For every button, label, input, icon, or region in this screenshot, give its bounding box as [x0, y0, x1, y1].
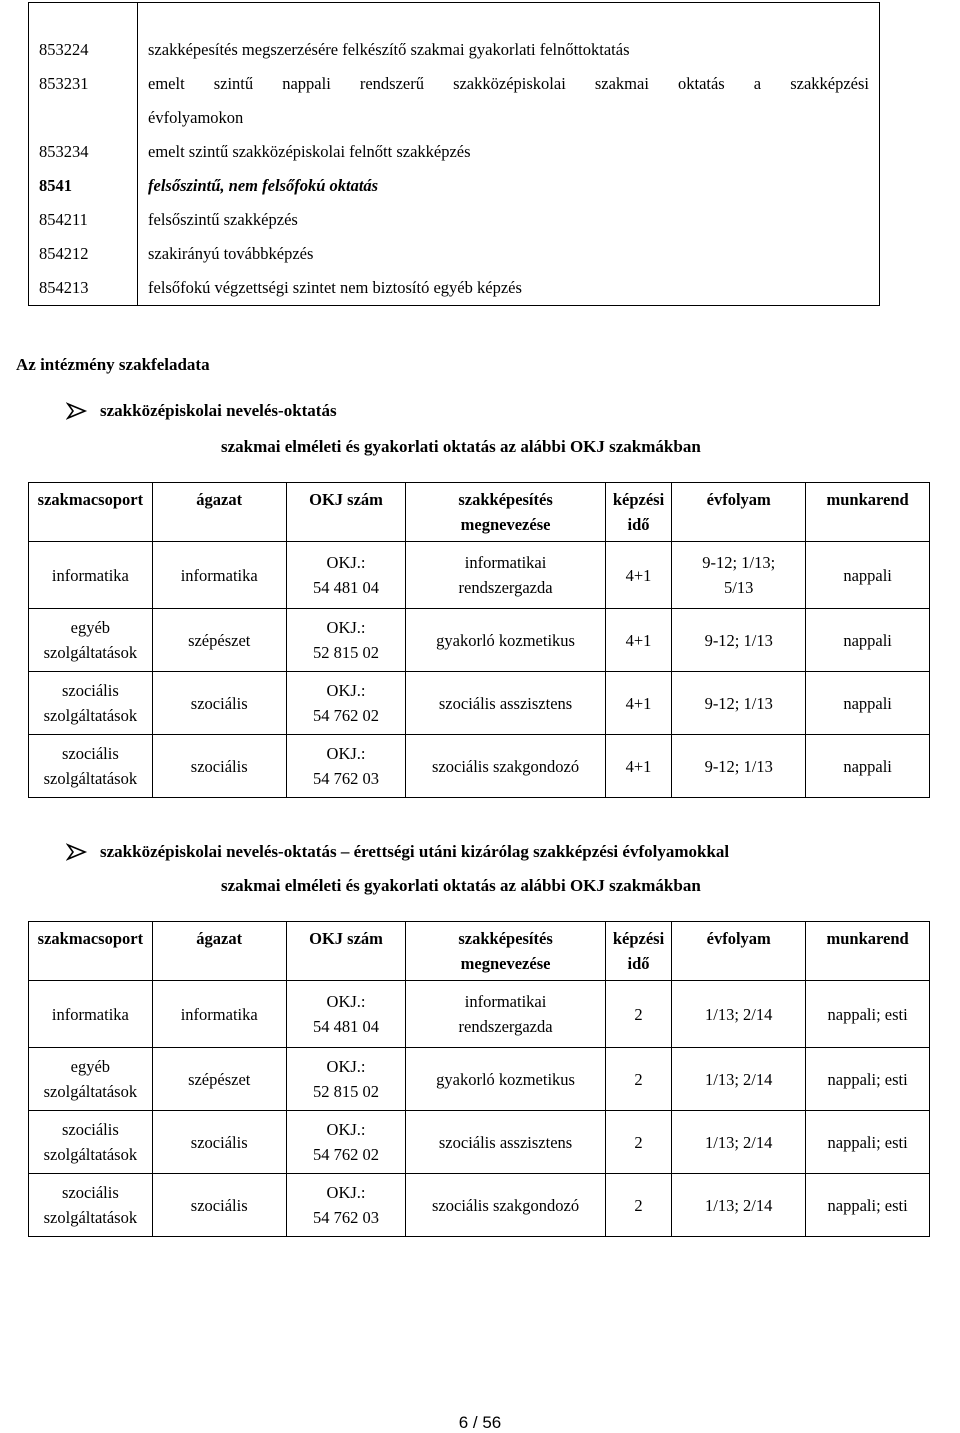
cell-line: OKJ.: [326, 553, 366, 572]
cell-okj [286, 1111, 406, 1174]
activity-code: 8541 [29, 169, 138, 203]
cell-branch: szépészet [152, 609, 286, 672]
cell-line: OKJ.: [326, 1057, 366, 1076]
table-row [29, 609, 930, 672]
cell-line: szolgáltatások [43, 643, 138, 662]
cell-line: szolgáltatások [43, 1208, 138, 1227]
cell-line: 54 481 04 [313, 1017, 380, 1036]
activity-code: 854212 [29, 237, 138, 271]
code-row [29, 67, 880, 135]
page-number: 6 / 56 [458, 1413, 502, 1432]
cell-line: szolgáltatások [43, 1145, 138, 1164]
header-okj: OKJ szám [286, 922, 406, 981]
code-row [29, 33, 880, 67]
cell-branch: szociális [152, 672, 286, 735]
cell-line: gyakorló kozmetikus [436, 630, 575, 650]
cell-line: OKJ.: [326, 618, 366, 637]
header-grade: évfolyam [672, 922, 806, 981]
activity-description: emelt szintű szakközépiskolai felnőtt szakképzés [138, 135, 880, 169]
cell-time: 4+1 [605, 609, 671, 672]
cell-line: 9-12; 1/13 [704, 756, 773, 776]
cell-name [406, 1048, 605, 1111]
cell-grade [672, 981, 806, 1048]
cell-line: szociális [61, 681, 119, 700]
bullet-item [66, 401, 337, 421]
header-group: szakmacsoport [29, 922, 153, 981]
cell-line: egyéb [70, 1057, 111, 1076]
cell-line: 5/13 [724, 578, 754, 597]
cell-grade [672, 1174, 806, 1237]
cell-grade [672, 1111, 806, 1174]
header-okj: OKJ szám [286, 483, 406, 542]
cell-line: 9-12; 1/13; [702, 553, 776, 572]
header-time-line: idő [627, 515, 650, 534]
code-row [29, 271, 880, 306]
cell-name [406, 735, 605, 798]
header-name-line: megnevezése [460, 954, 551, 973]
header-schedule: munkarend [806, 483, 930, 542]
bullet-item [66, 842, 729, 862]
activity-description-line: évfolyamokon [148, 108, 244, 127]
section-heading: Az intézmény szakfeladata [16, 355, 210, 374]
cell-okj [286, 1174, 406, 1237]
cell-schedule: nappali; esti [806, 981, 930, 1048]
cell-okj [286, 672, 406, 735]
cell-time: 2 [605, 1174, 671, 1237]
activity-description [138, 67, 880, 135]
cell-line: szociális [61, 1183, 119, 1202]
cell-okj [286, 609, 406, 672]
activity-code: 853234 [29, 135, 138, 169]
cell-schedule: nappali [806, 672, 930, 735]
activity-code: 853231 [29, 67, 138, 135]
cell-name [406, 609, 605, 672]
header-time [605, 483, 671, 542]
cell-group [29, 609, 153, 672]
cell-grade [672, 735, 806, 798]
table-caption: szakmai elméleti és gyakorlati oktatás az alábbi OKJ szakmákban [221, 437, 701, 456]
code-row [29, 169, 880, 203]
cell-line: rendszergazda [458, 1017, 553, 1036]
cell-grade [672, 1048, 806, 1111]
cell-line: szolgáltatások [43, 1082, 138, 1101]
cell-name [406, 1174, 605, 1237]
header-schedule: munkarend [806, 922, 930, 981]
cell-group [29, 735, 153, 798]
cell-line: OKJ.: [326, 992, 366, 1011]
cell-line: 52 815 02 [313, 643, 380, 662]
code-row [29, 237, 880, 271]
cell-group [29, 1111, 153, 1174]
activity-description: szakirányú továbbképzés [138, 237, 880, 271]
table-row [29, 981, 930, 1048]
arrowhead-bullet-icon [66, 402, 88, 420]
cell-group [29, 1174, 153, 1237]
cell-group [29, 672, 153, 735]
cell-schedule: nappali [806, 542, 930, 609]
cell-schedule: nappali [806, 735, 930, 798]
header-grade: évfolyam [672, 483, 806, 542]
table-row [29, 735, 930, 798]
cell-line: szociális [61, 1120, 119, 1139]
blank-row [29, 3, 880, 34]
cell-time: 4+1 [605, 672, 671, 735]
activity-description: felsőszintű szakképzés [138, 203, 880, 237]
cell-line: 9-12; 1/13 [704, 693, 773, 713]
cell-time: 4+1 [605, 735, 671, 798]
cell-branch: szociális [152, 1111, 286, 1174]
cell-schedule: nappali [806, 609, 930, 672]
activity-description: felsőszintű, nem felsőfokú oktatás [138, 169, 880, 203]
table-row [29, 1048, 930, 1111]
activity-description-line: emelt szintű nappali rendszerű szakközépiskolai szakmai oktatás a szakképzési [148, 74, 869, 93]
cell-name [406, 1111, 605, 1174]
cell-branch: informatika [152, 542, 286, 609]
bullet-text: szakközépiskolai nevelés-oktatás [100, 401, 337, 420]
cell-group [29, 1048, 153, 1111]
cell-branch: szociális [152, 735, 286, 798]
activity-code: 853224 [29, 33, 138, 67]
cell-grade [672, 542, 806, 609]
header-row [29, 922, 930, 981]
header-time [605, 922, 671, 981]
cell-line: szociális szakgondozó [432, 1195, 580, 1215]
cell-schedule: nappali; esti [806, 1111, 930, 1174]
cell-line: szolgáltatások [43, 769, 138, 788]
cell-time: 2 [605, 981, 671, 1048]
cell-name [406, 672, 605, 735]
cell-line: informatikai [464, 553, 547, 572]
code-row [29, 135, 880, 169]
table-head [29, 922, 930, 981]
cell-schedule: nappali; esti [806, 1048, 930, 1111]
activity-code: 854211 [29, 203, 138, 237]
cell-line: rendszergazda [458, 578, 553, 597]
cell-line: szociális [61, 744, 119, 763]
activity-codes-table [28, 2, 880, 306]
header-row [29, 483, 930, 542]
cell-line: informatika [51, 1004, 129, 1024]
okj-table-1 [28, 482, 930, 798]
cell-line: OKJ.: [326, 744, 366, 763]
cell-schedule: nappali; esti [806, 1174, 930, 1237]
header-name-line: szakképesítés [458, 490, 553, 509]
header-time-line: idő [627, 954, 650, 973]
cell-branch: szociális [152, 1174, 286, 1237]
activity-codes-body [29, 3, 880, 306]
table-head [29, 483, 930, 542]
table-row [29, 542, 930, 609]
cell-line: 54 762 03 [313, 1208, 380, 1227]
cell-line: OKJ.: [326, 1183, 366, 1202]
header-time-line: képzési [612, 490, 665, 509]
cell-line: 54 762 03 [313, 769, 380, 788]
header-time-line: képzési [612, 929, 665, 948]
cell-line: 54 481 04 [313, 578, 380, 597]
cell-line: 1/13; 2/14 [705, 1132, 773, 1152]
header-branch: ágazat [152, 922, 286, 981]
cell-line: 9-12; 1/13 [704, 630, 773, 650]
cell-line: informatika [51, 565, 129, 585]
cell-line: egyéb [70, 618, 111, 637]
cell-branch: informatika [152, 981, 286, 1048]
cell-line: 1/13; 2/14 [705, 1069, 773, 1089]
cell-line: szociális asszisztens [438, 693, 573, 713]
cell-okj [286, 735, 406, 798]
header-name [406, 483, 605, 542]
table-caption: szakmai elméleti és gyakorlati oktatás az alábbi OKJ szakmákban [221, 876, 701, 895]
header-name-line: szakképesítés [458, 929, 553, 948]
cell-line: 1/13; 2/14 [705, 1195, 773, 1215]
table-body [29, 981, 930, 1237]
cell-line: gyakorló kozmetikus [436, 1069, 575, 1089]
header-name [406, 922, 605, 981]
cell-name [406, 542, 605, 609]
cell-line: OKJ.: [326, 1120, 366, 1139]
activity-code: 854213 [29, 271, 138, 306]
table-row [29, 1174, 930, 1237]
cell-line: 1/13; 2/14 [705, 1004, 773, 1024]
cell-group [29, 981, 153, 1048]
header-branch: ágazat [152, 483, 286, 542]
bullet-text: szakközépiskolai nevelés-oktatás – érettségi utáni kizárólag szakképzési évfolyamokkal [100, 842, 730, 861]
cell-time: 2 [605, 1048, 671, 1111]
cell-time: 2 [605, 1111, 671, 1174]
cell-line: szociális szakgondozó [432, 756, 580, 776]
code-row [29, 203, 880, 237]
cell-okj [286, 981, 406, 1048]
header-name-line: megnevezése [460, 515, 551, 534]
cell-line: OKJ.: [326, 681, 366, 700]
cell-name [406, 981, 605, 1048]
cell-group [29, 542, 153, 609]
cell-okj [286, 542, 406, 609]
cell-branch: szépészet [152, 1048, 286, 1111]
table-row [29, 1111, 930, 1174]
arrowhead-bullet-icon [66, 843, 88, 861]
cell-line: informatikai [464, 992, 547, 1011]
table-row [29, 672, 930, 735]
cell-line: 54 762 02 [313, 1145, 380, 1164]
cell-line: 52 815 02 [313, 1082, 380, 1101]
cell-line: szociális asszisztens [438, 1132, 573, 1152]
okj-table-2 [28, 921, 930, 1237]
cell-okj [286, 1048, 406, 1111]
header-group: szakmacsoport [29, 483, 153, 542]
cell-grade [672, 609, 806, 672]
table-body [29, 542, 930, 798]
cell-line: szolgáltatások [43, 706, 138, 725]
cell-line: 54 762 02 [313, 706, 380, 725]
activity-description: szakképesítés megszerzésére felkészítő szakmai gyakorlati felnőttoktatás [138, 33, 880, 67]
cell-time: 4+1 [605, 542, 671, 609]
activity-description: felsőfokú végzettségi szintet nem biztosító egyéb képzés [138, 271, 880, 306]
cell-grade [672, 672, 806, 735]
